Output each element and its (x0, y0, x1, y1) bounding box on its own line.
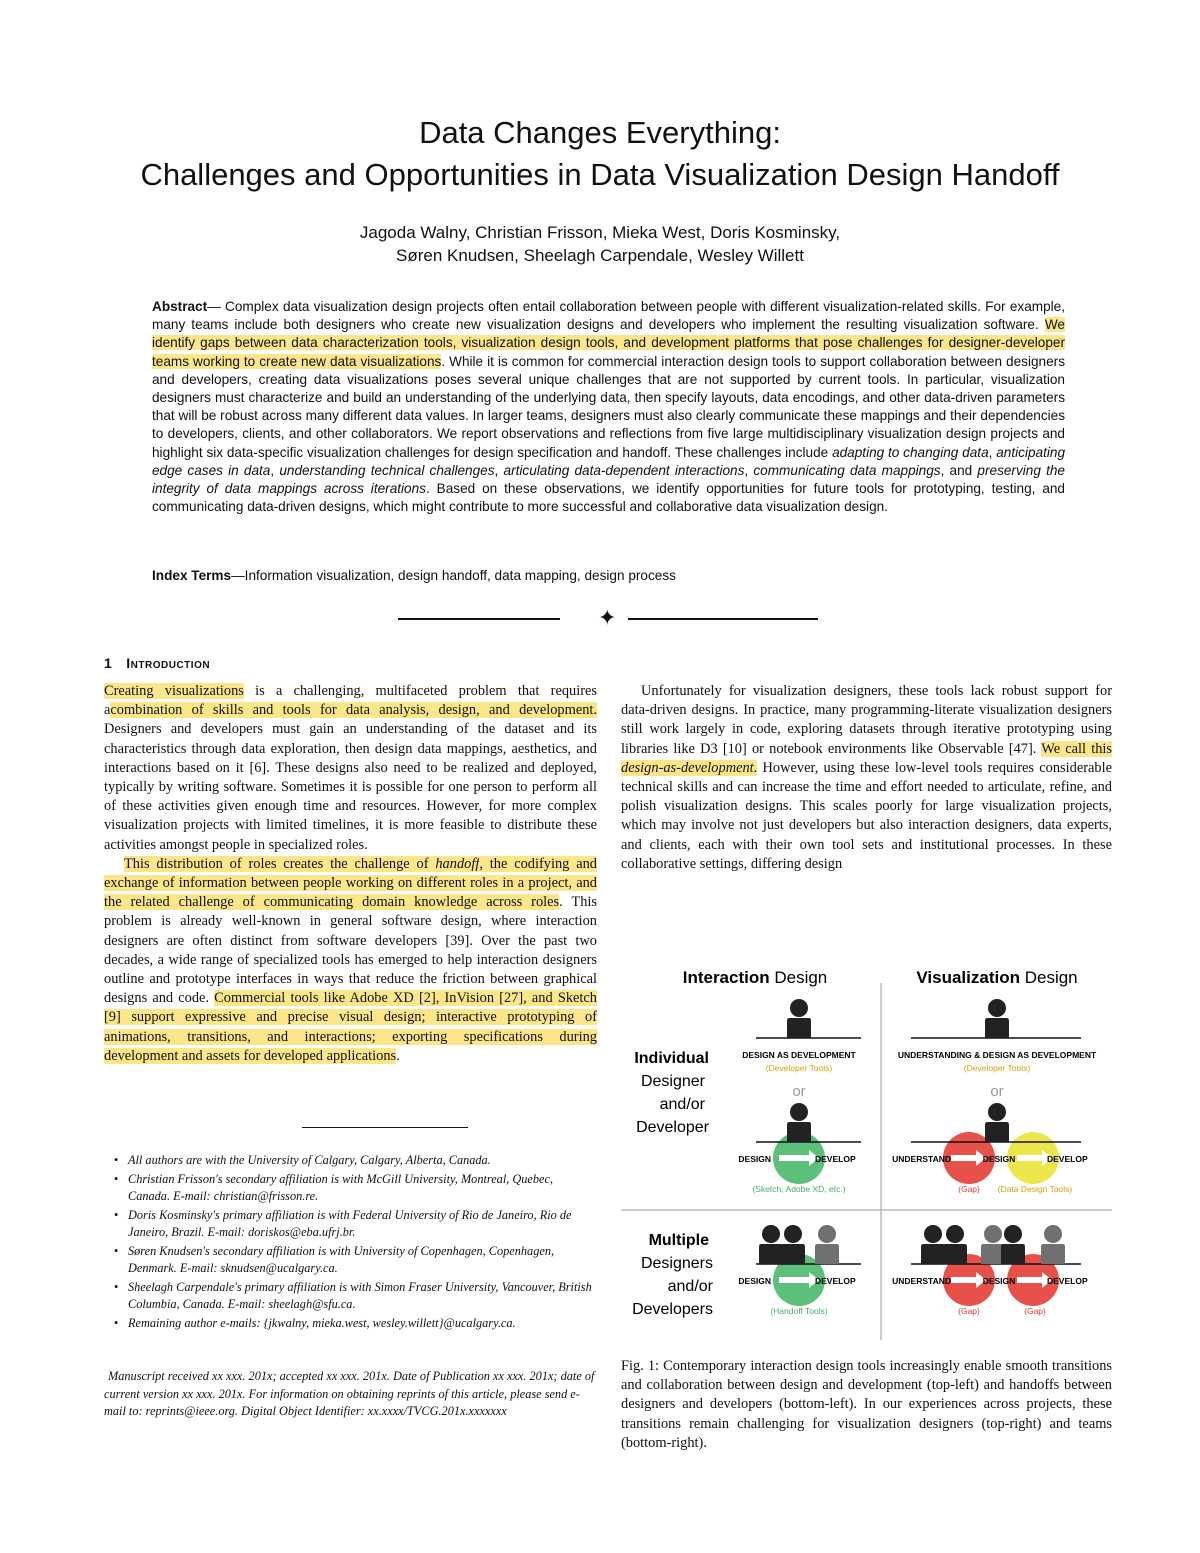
person-icon (1041, 1225, 1065, 1264)
gap-label: (Gap) (958, 1184, 980, 1194)
person-icon (787, 1103, 811, 1142)
row-label-line: Designer (640, 1073, 705, 1090)
section-title: Introduction (126, 655, 211, 671)
author-list (0, 221, 1200, 267)
highlight-text: combination of skills and tools for data analysis, design, and development. (110, 702, 597, 719)
challenge-term: adapting to changing data (832, 444, 989, 460)
row-label-line: Designers (640, 1255, 713, 1272)
quadrant-bottom-left (738, 1225, 861, 1316)
footnote-item: • Søren Knudsen's secondary affiliation is with University of Copenhagen, Copenhagen, Denmark. E-mail: sknudsen@ucalgary.ca. (114, 1243, 597, 1277)
understand-label: UNDERSTAND (892, 1276, 951, 1286)
quadrant-top-left (738, 999, 861, 1194)
title-line-1: Data Changes Everything: (419, 115, 781, 150)
figure-1-diagram (621, 955, 1112, 1345)
develop-label: DEVELOP (815, 1276, 856, 1286)
row-label-bold: Individual (634, 1050, 709, 1067)
footnote-rule (302, 1127, 468, 1128)
develop-label: DEVELOP (1047, 1276, 1088, 1286)
right-column (621, 682, 1112, 874)
or-label: or (990, 1083, 1004, 1100)
footnote-item: • Sheelagh Carpendale's primary affiliation is with Simon Fraser University, Vancouver, British Columbia, Canada. E-mail: sheelagh@sfu.ca. (114, 1279, 597, 1313)
develop-label: DEVELOP (815, 1154, 856, 1164)
person-icon (921, 1225, 945, 1264)
design-label: DESIGN (738, 1276, 771, 1286)
row-label-multiple (632, 1232, 714, 1318)
body-text: is a challenging, multifaceted problem that requires a (104, 683, 597, 719)
header-rest: Design (769, 968, 828, 987)
header-bold: Visualization (916, 968, 1020, 987)
footnote-item: • Remaining author e-mails: {jkwalny, mieka.west, wesley.willett}@ucalgary.ca. (114, 1315, 597, 1332)
highlight-term: design-as-development (621, 759, 754, 776)
abstract-sep: , (494, 462, 504, 478)
abstract (152, 298, 1065, 516)
quadrant-bottom-right (892, 1225, 1088, 1316)
design-label: DESIGN (982, 1154, 1016, 1164)
row-label-line: and/or (667, 1278, 713, 1295)
body-text: . (396, 1047, 400, 1064)
row-label-line: Developers (632, 1301, 713, 1318)
person-icon (781, 1225, 805, 1264)
header-bold: Interaction (682, 968, 770, 987)
body-text: . This problem is already well-known in general software design, where interaction designers are often distinct from software developers [39]. Over the past two decades, a wide range of specialized tools has emerged to help interaction designers outline and prototype interfaces in ways that reduce the friction between graphical designs and code. (104, 894, 597, 1007)
footnote-item: • Doris Kosminsky's primary affiliation is with Federal University of Rio de Janeiro, Rio de Janeiro, Brazil. E-mail: doriskos@eba.ufrj.br. (114, 1207, 597, 1241)
person-icon (1001, 1225, 1025, 1264)
highlight-text: , the codifying and exchange of information between people working on different roles in a project, and the related challenge of communicating domain knowledge across roles (104, 855, 598, 911)
abstract-dash: — (207, 299, 226, 314)
authors-line-1: Jagoda Walny, Christian Frisson, Mieka West, Doris Kosminsky, (359, 223, 841, 242)
gap-label: (Gap) (1024, 1306, 1046, 1316)
person-icon (943, 1225, 967, 1264)
tool-label: (Developer Tools) (963, 1063, 1031, 1073)
footnote-list (114, 1152, 597, 1334)
person-icon (985, 999, 1009, 1038)
highlight-text: We call this (1041, 740, 1112, 757)
design-label: DESIGN (738, 1154, 771, 1164)
person-icon (787, 999, 811, 1038)
index-terms-text: —Information visualization, design handoff, data mapping, design process (231, 568, 676, 583)
highlight-text: Creating visualizations (104, 683, 244, 699)
paper-title (0, 112, 1200, 196)
row-label-line: and/or (659, 1096, 705, 1113)
person-icon (815, 1225, 839, 1264)
challenge-term: understanding technical challenges (279, 462, 495, 478)
intro-paragraph-1 (104, 682, 597, 855)
design-label: DESIGN (982, 1276, 1016, 1286)
tool-label: (Developer Tools) (765, 1063, 833, 1073)
mode-label: UNDERSTANDING & DESIGN AS DEVELOPMENT (897, 1050, 1097, 1060)
column-header-interaction (683, 968, 828, 987)
challenge-term: articulating data-dependent interactions (503, 462, 745, 478)
abstract-label: Abstract (152, 299, 208, 314)
row-label-line: Developer (636, 1119, 709, 1136)
section-separator (398, 607, 818, 631)
row-label-individual (634, 1050, 709, 1136)
develop-label: DEVELOP (1047, 1154, 1088, 1164)
authors-line-2: Søren Knudsen, Sheelagh Carpendale, Wesley Willett (396, 246, 804, 265)
title-line-2: Challenges and Opportunities in Data Visualization Design Handoff (140, 157, 1060, 192)
row-label-bold: Multiple (648, 1232, 709, 1249)
highlight-text: This distribution of roles creates the challenge of (124, 855, 436, 872)
intro-paragraph-3 (621, 682, 1112, 874)
index-terms (152, 568, 1065, 583)
abstract-text: . While it is common for commercial interaction design tools to support collaboration between designers and developers, creating data visualizations poses several unique challenges that are not supported by current tools. In particular, visualization designers must characterize and build an understanding of the underlying data, then specify layouts, data encodings, and other data-driven parameters that will be robust across many different data values. In larger teams, designers must also clearly communicate these mappings and their dependencies to developers, clients, and other collaborators. We report observations and reflections from five large multidisciplinary visualization design projects and highlight six data-specific visualization challenges for design specification and handoff. These challenges include (152, 353, 1065, 460)
header-rest: Design (1019, 968, 1078, 987)
footnote-item: • All authors are with the University of Calgary, Calgary, Alberta, Canada. (114, 1152, 597, 1169)
abstract-sep: , (744, 462, 754, 478)
tool-label: (Data Design Tools) (997, 1184, 1073, 1194)
separator-line (628, 618, 818, 620)
quadrant-top-right (892, 999, 1097, 1194)
abstract-highlight: We identify gaps between data characterization tools, visualization design tools, and development platforms that pose challenges for designer-developer teams working to create new data visualizations (152, 317, 1065, 369)
highlight-term: handoff (435, 855, 480, 872)
left-column (104, 682, 597, 1066)
mode-label: DESIGN AS DEVELOPMENT (742, 1050, 856, 1060)
intro-paragraph-2 (104, 855, 597, 1066)
body-text: However, using these low-level tools requires considerable technical skills and can increase the time and effort needed to articulate, refine, and polish visualization designs. This scales poorly for large visualization projects, which may involve not just developers but also interaction designers, data experts, and clients, each with their own tool sets and institutional processes. In these collaborative settings, differing design (621, 759, 1112, 872)
caption-text: Contemporary interaction design tools increasingly enable smooth transitions and collaboration between design and development (top-left) and handoffs between designers and developers (bottom-left). In our experiences across projects, these transitions remain challenging for visualization designers (top-right) and teams (bottom-right). (621, 1358, 1113, 1451)
challenge-term: anticipating edge cases in data (152, 444, 1066, 478)
or-label: or (792, 1083, 806, 1100)
challenge-term: communicating data mappings (753, 462, 941, 478)
body-text: Designers and developers must gain an understanding of the dataset and its characteristics through data exploration, then design data mappings, aesthetics, and interactions based on it [6]. These designs also need to be realized and deployed, typically by writing software. Sometimes it is possible for one person to perform all of these activities given enough time and resources. However, for more complex visualization projects with limited timelines, it is more feasible to distribute these activities amongst people in specialized roles. (104, 721, 597, 853)
understand-label: UNDERSTAND (892, 1154, 951, 1164)
gap-label: (Gap) (958, 1306, 980, 1316)
section-number: 1 (104, 655, 113, 671)
person-icon (985, 1103, 1009, 1142)
tool-label: (Sketch, Adobe XD, etc.) (752, 1184, 846, 1194)
abstract-text: Complex data visualization design projects often entail collaboration between people with different visualization-related skills. For example, many teams include both designers who create new visualization designs and developers who implement the resulting visualization software. (152, 299, 1065, 333)
diamond-icon: ✦ (598, 605, 617, 630)
body-text: Unfortunately for visualization designers, these tools lack robust support for data-driven designs. In practice, many programming-literate visualization designers still work largely in code, exploring datasets through iterative prototyping using libraries like D3 [10] or notebook environments like Observable [47]. (621, 683, 1112, 757)
section-heading (104, 655, 210, 671)
footnote-item: • Christian Frisson's secondary affiliation is with McGill University, Montreal, Quebec, Canada. E-mail: christian@frisson.re. (114, 1171, 597, 1205)
highlight-text: Commercial tools like Adobe XD [2], InVision [27], and Sketch [9] support expressive and precise visual design; interactive prototyping of animations, transitions, and interactions; exporting specifications during development and assets for developed applications (104, 990, 597, 1064)
figure-caption (621, 1357, 1112, 1453)
abstract-sep: , (270, 462, 280, 478)
tool-label: (Handoff Tools) (770, 1306, 828, 1316)
index-terms-label: Index Terms (152, 568, 232, 583)
manuscript-info: Manuscript received xx xxx. 201x; accepted xx xxx. 201x. Date of Publication xx xxx. 201x; date of current version xx xxx. 201x. For information on obtaining reprints of this article, please send e-mail to: reprints@ieee.org. Digital Object Identifier: xx.xxxx/TVCG.201x.xxxxxxx (104, 1369, 595, 1419)
abstract-sep: , (988, 444, 997, 460)
highlight-text: . (753, 759, 758, 776)
abstract-sep: , and (940, 462, 978, 478)
person-icon (759, 1225, 783, 1264)
separator-line (398, 618, 560, 620)
challenge-term: preserving the integrity of data mappings across iterations (152, 462, 1065, 497)
caption-label: Fig. 1: (621, 1358, 660, 1374)
abstract-text: . Based on these observations, we identify opportunities for future tools for prototyping, testing, and communicating data-driven designs, which might contribute to more successful and collaborative data visualization design. (152, 481, 1065, 515)
column-header-visualization (916, 968, 1077, 987)
